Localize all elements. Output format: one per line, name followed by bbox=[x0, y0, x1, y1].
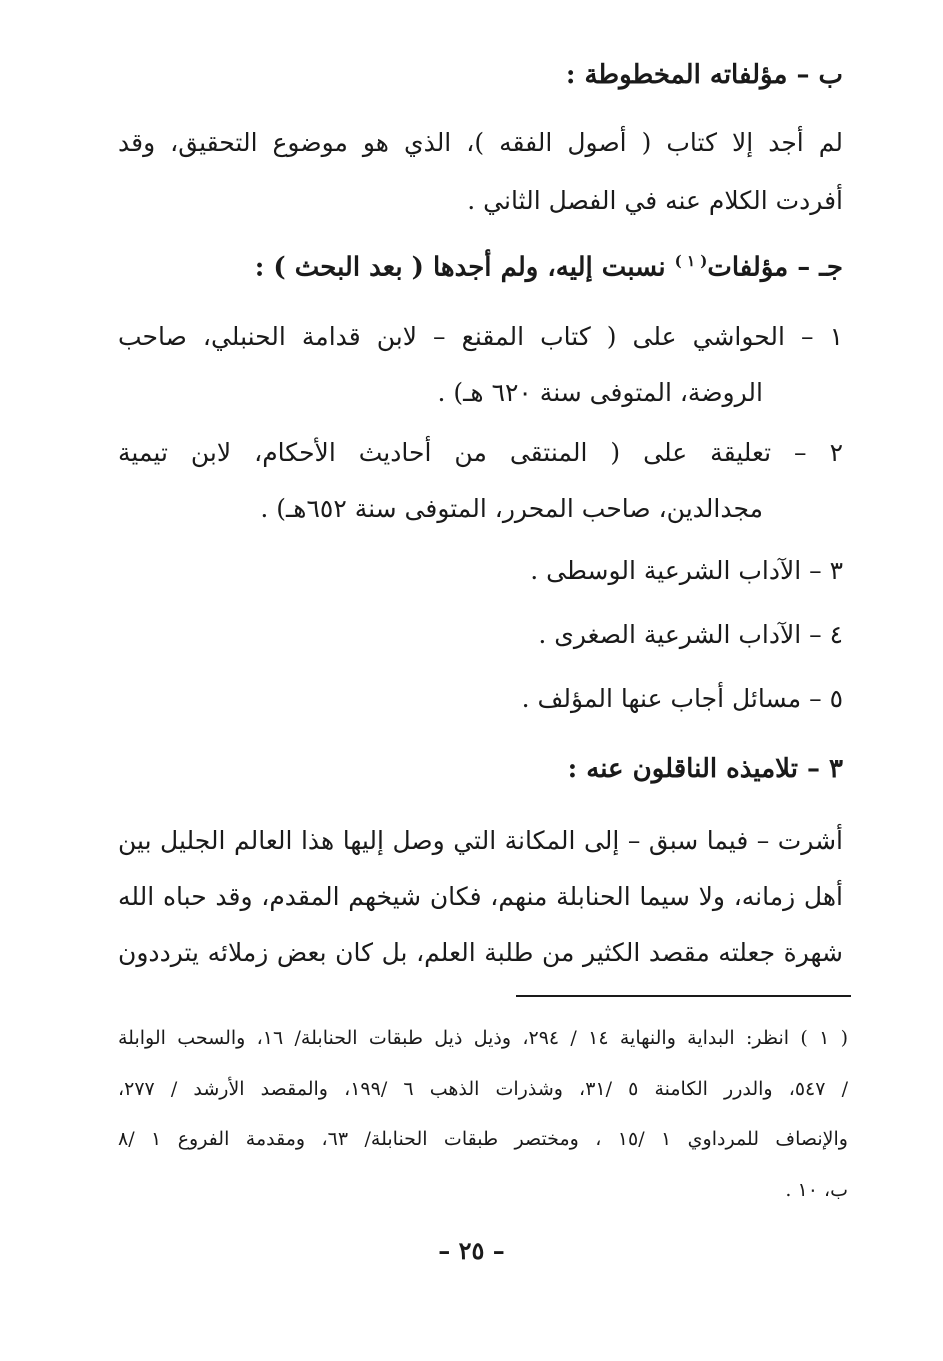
paragraph-line: أهل زمانه، ولا سيما الحنابلة منهم، فكان شيخهم المقدم، وقد حباه الله bbox=[118, 882, 843, 911]
list-item: ٤ – الآداب الشرعية الصغرى . bbox=[538, 620, 843, 649]
section-3-heading: ٣ – تلاميذه الناقلون عنه : bbox=[567, 754, 843, 784]
paragraph-line: أشرت – فيما سبق – إلى المكانة التي وصل إليها هذا العالم الجليل بين bbox=[118, 826, 843, 855]
list-item: ٥ – مسائل أجاب عنها المؤلف . bbox=[521, 684, 843, 713]
section-c-heading bbox=[118, 252, 843, 283]
footnote-line: ب، ١٠ . bbox=[785, 1179, 848, 1201]
list-item: ١ – الحواشي على ( كتاب المقنع – لابن قدامة الحنبلي، صاحب bbox=[118, 322, 843, 351]
page-number: – ٢٥ – bbox=[438, 1236, 505, 1265]
footnote-marker: ( ١ ) bbox=[674, 252, 708, 270]
list-item: ٢ – تعليقة على ( المنتقى من أحاديث الأحكام، لابن تيمية bbox=[118, 438, 843, 467]
section-b-heading: ب – مؤلفاته المخطوطة : bbox=[565, 60, 843, 90]
paragraph-line: شهرة جعلته مقصد الكثير من طلبة العلم، بل كان بعض زملائه يترددون bbox=[118, 938, 843, 967]
footnote-separator bbox=[516, 995, 851, 997]
list-item: ٣ – الآداب الشرعية الوسطى . bbox=[530, 556, 843, 585]
footnote-line: / ٥٤٧، والدرر الكامنة ٥ /٣١، وشذرات الذهب ٦ /١٩٩، والمقصد الأرشد / ٢٧٧، bbox=[118, 1078, 848, 1100]
footnote-line: والإنصاف للمرداوي ١ /١٥ ، ومختصر طبقات الحنابلة/ ٦٣، ومقدمة الفروع ١ /٨ bbox=[118, 1128, 848, 1150]
footnote-line: ( ١ ) انظر: البداية والنهاية ١٤ / ٢٩٤، وذيل ذيل طبقات الحنابلة/ ١٦، والسحب الوابلة bbox=[118, 1027, 848, 1049]
list-item-continuation: الروضة، المتوفى سنة ٦٢٠ هـ) . bbox=[437, 378, 763, 407]
section-c-title: جـ – مؤلفات bbox=[707, 252, 843, 283]
paragraph-line: أفردت الكلام عنه في الفصل الثاني . bbox=[467, 186, 843, 215]
paragraph-line: لم أجد إلا كتاب ( أصول الفقه )، الذي هو موضوع التحقيق، وقد bbox=[118, 128, 843, 157]
list-item-continuation: مجدالدين، صاحب المحرر، المتوفى سنة ٦٥٢هـ) . bbox=[260, 494, 763, 523]
section-c-title-rest: نسبت إليه، ولم أجدها ( بعد البحث ) : bbox=[254, 252, 675, 283]
